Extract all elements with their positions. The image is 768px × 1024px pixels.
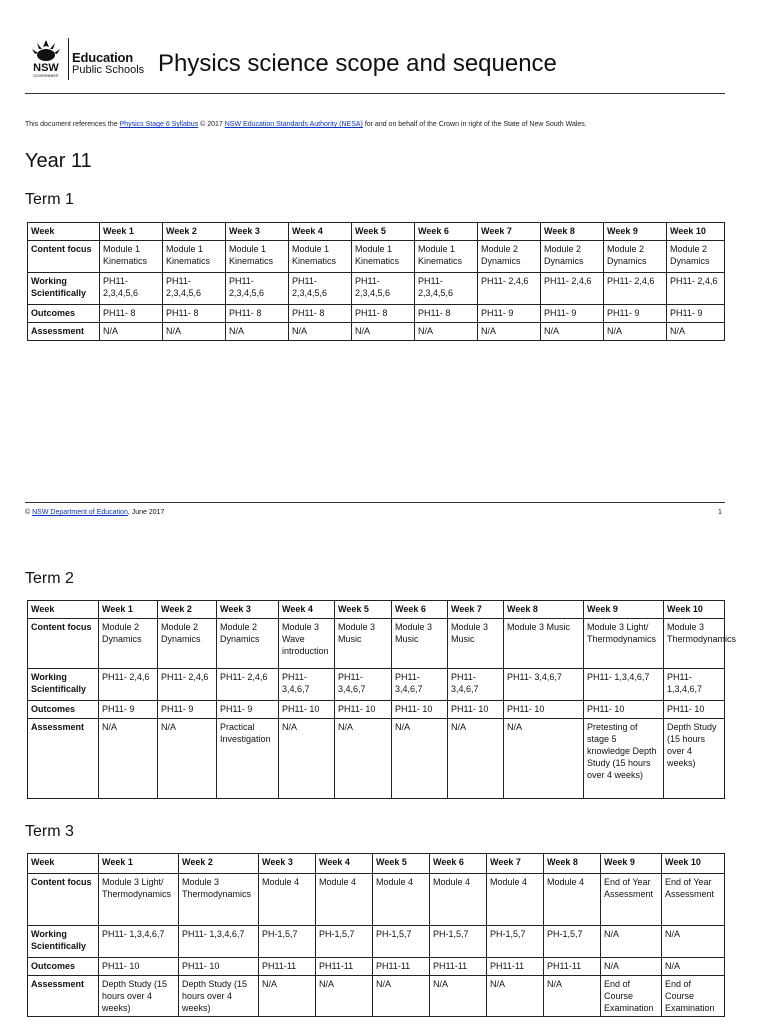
table-cell: N/A [448, 719, 504, 799]
table-row [28, 874, 725, 926]
table-cell: PH11- 2,4,6 [667, 273, 725, 305]
table-cell: PH11- 10 [99, 958, 179, 976]
table-cell: Module 2 Dynamics [158, 619, 217, 669]
table-cell: Module 3 Music [392, 619, 448, 669]
table-cell: Module 3 Wave introduction [279, 619, 335, 669]
table-cell: PH11- 2,3,4,5,6 [289, 273, 352, 305]
table-cell: PH-1,5,7 [487, 926, 544, 958]
reference-suffix: for and on behalf of the Crown in right of the State of New South Wales. [362, 121, 587, 128]
logo-divider [68, 38, 69, 80]
table-cell: Module 3 Thermodynamics [179, 874, 259, 926]
table-cell: PH11- 8 [415, 305, 478, 323]
table-cell: PH11-11 [316, 958, 373, 976]
table-row [28, 926, 725, 958]
table-cell: Module 4 [259, 874, 316, 926]
term2-table [27, 600, 737, 799]
column-header: Week 5 [352, 223, 415, 241]
table-cell: PH11- 9 [667, 305, 725, 323]
table-row [28, 669, 725, 701]
table-cell: PH11- 10 [179, 958, 259, 976]
table-cell: PH11- 1,3,4,6,7 [99, 926, 179, 958]
table-cell: Module 3 Music [448, 619, 504, 669]
term3-header-row [28, 854, 725, 874]
table-cell: PH11- 8 [163, 305, 226, 323]
row-label: Outcomes [28, 958, 99, 976]
reference-prefix: This document references the [25, 121, 120, 128]
table-cell: PH11- 10 [335, 701, 392, 719]
logo-text: NSW [33, 62, 59, 74]
table-cell: Module 2 Dynamics [667, 241, 725, 273]
row-label: Content focus [28, 241, 100, 273]
table-cell: Module 1 Kinematics [226, 241, 289, 273]
table-cell: PH11- 2,4,6 [99, 669, 158, 701]
table-cell: N/A [289, 323, 352, 341]
table-cell: PH-1,5,7 [373, 926, 430, 958]
column-header: Week 4 [316, 854, 373, 874]
table-cell: PH11- 1,3,4,6,7 [664, 669, 725, 701]
logo-subtext: GOVERNMENT [33, 74, 59, 78]
waratah-logo-icon [25, 38, 67, 80]
table-cell: N/A [226, 323, 289, 341]
table-row [28, 976, 725, 1017]
column-header: Week 2 [163, 223, 226, 241]
table-cell: PH11-11 [373, 958, 430, 976]
table-cell: N/A [352, 323, 415, 341]
table-cell: PH11- 2,3,4,5,6 [415, 273, 478, 305]
column-header: Week 9 [584, 601, 664, 619]
column-header: Week [28, 854, 99, 874]
table-cell: N/A [163, 323, 226, 341]
table-cell: N/A [392, 719, 448, 799]
table-row [28, 719, 725, 799]
column-header: Week 9 [604, 223, 667, 241]
column-header: Week 10 [664, 601, 725, 619]
table-cell: End of Year Assessment [662, 874, 725, 926]
table-cell: N/A [662, 958, 725, 976]
row-label: Outcomes [28, 305, 100, 323]
table-cell: N/A [316, 976, 373, 1017]
table-cell: Module 4 [487, 874, 544, 926]
table-cell: PH11- 2,3,4,5,6 [100, 273, 163, 305]
table-cell: Module 1 Kinematics [100, 241, 163, 273]
term1-header-row [28, 223, 725, 241]
table-cell: PH11- 2,4,6 [604, 273, 667, 305]
column-header: Week 6 [392, 601, 448, 619]
table-cell: PH11- 2,3,4,5,6 [226, 273, 289, 305]
row-label: Assessment [28, 323, 100, 341]
column-header: Week 8 [504, 601, 584, 619]
table-cell: PH11- 9 [158, 701, 217, 719]
table-cell: Module 2 Dynamics [604, 241, 667, 273]
table-cell: PH11- 10 [504, 701, 584, 719]
column-header: Week 4 [289, 223, 352, 241]
column-header: Week 6 [415, 223, 478, 241]
column-header: Week 9 [601, 854, 662, 874]
table-cell: End of Course Examination [601, 976, 662, 1017]
table-row [28, 619, 725, 669]
table-cell: N/A [667, 323, 725, 341]
table-cell: PH11- 3,4,6,7 [392, 669, 448, 701]
table-cell: Module 3 Light/ Thermodynamics [584, 619, 664, 669]
table-cell: PH-1,5,7 [430, 926, 487, 958]
copyright-symbol: © [25, 509, 31, 516]
table-cell: N/A [259, 976, 316, 1017]
column-header: Week 4 [279, 601, 335, 619]
column-header: Week 10 [667, 223, 725, 241]
column-header: Week 7 [487, 854, 544, 874]
term2-header-row [28, 601, 725, 619]
column-header: Week 8 [544, 854, 601, 874]
table-cell: Module 1 Kinematics [352, 241, 415, 273]
table-cell: PH-1,5,7 [544, 926, 601, 958]
table-row [28, 241, 725, 273]
table-cell: N/A [158, 719, 217, 799]
column-header: Week 3 [217, 601, 279, 619]
table-cell: Module 2 Dynamics [478, 241, 541, 273]
table-cell: N/A [601, 926, 662, 958]
column-header: Week 5 [335, 601, 392, 619]
table-cell: PH11- 2,4,6 [478, 273, 541, 305]
table-cell: Module 4 [316, 874, 373, 926]
table-cell: PH11- 2,3,4,5,6 [163, 273, 226, 305]
row-label: Content focus [28, 619, 99, 669]
table-row [28, 323, 725, 341]
table-cell: PH11- 3,4,6,7 [335, 669, 392, 701]
table-cell: PH11-11 [430, 958, 487, 976]
table-cell: N/A [487, 976, 544, 1017]
table-cell: PH11- 9 [541, 305, 604, 323]
column-header: Week 8 [541, 223, 604, 241]
table-cell: PH11- 2,4,6 [541, 273, 604, 305]
table-cell: N/A [335, 719, 392, 799]
table-cell: Module 4 [544, 874, 601, 926]
table-row [28, 701, 725, 719]
reference-line [25, 121, 587, 128]
table-cell: N/A [544, 976, 601, 1017]
table-cell: Module 3 Thermodynamics [664, 619, 725, 669]
year-heading: Year 11 [25, 150, 92, 172]
table-row [28, 958, 725, 976]
row-label: Outcomes [28, 701, 99, 719]
table-cell: N/A [541, 323, 604, 341]
table-cell: PH11- 10 [448, 701, 504, 719]
table-cell: PH11- 10 [392, 701, 448, 719]
table-cell: PH11- 9 [99, 701, 158, 719]
table-cell: PH11- 8 [100, 305, 163, 323]
column-header: Week 3 [259, 854, 316, 874]
table-cell: PH11- 3,4,6,7 [448, 669, 504, 701]
nesa-link[interactable]: NSW Education Standards Authority (NESA) [224, 121, 363, 128]
table-cell: PH11- 10 [584, 701, 664, 719]
footer-date: , June 2017 [127, 509, 165, 516]
table-cell: N/A [100, 323, 163, 341]
column-header: Week 1 [99, 854, 179, 874]
term3-heading: Term 3 [25, 823, 74, 840]
table-cell: Module 3 Music [335, 619, 392, 669]
table-cell: PH11- 2,4,6 [217, 669, 279, 701]
column-header: Week 7 [478, 223, 541, 241]
term1-heading: Term 1 [25, 191, 74, 208]
table-cell: N/A [662, 926, 725, 958]
document-title: Physics science scope and sequence [158, 50, 557, 77]
table-cell: PH11- 2,4,6 [158, 669, 217, 701]
table-cell: Module 2 Dynamics [541, 241, 604, 273]
table-cell: Module 2 Dynamics [99, 619, 158, 669]
table-cell: PH11- 9 [478, 305, 541, 323]
table-cell: N/A [279, 719, 335, 799]
term2-heading: Term 2 [25, 570, 74, 587]
table-cell: N/A [478, 323, 541, 341]
footer-rule [25, 502, 725, 503]
column-header: Week 2 [158, 601, 217, 619]
table-cell: N/A [604, 323, 667, 341]
table-cell: Depth Study (15 hours over 4 weeks) [179, 976, 259, 1017]
table-cell: Module 3 Light/ Thermodynamics [99, 874, 179, 926]
table-cell: PH11-11 [259, 958, 316, 976]
table-cell: N/A [601, 958, 662, 976]
column-header: Week 5 [373, 854, 430, 874]
table-cell: Module 4 [430, 874, 487, 926]
table-cell: End of Course Examination [662, 976, 725, 1017]
row-label: Working Scientifically [28, 926, 99, 958]
table-cell: Pretesting of stage 5 knowledge Depth Study (15 hours over 4 weeks) [584, 719, 664, 799]
row-label: Working Scientifically [28, 273, 100, 305]
table-cell: PH11- 1,3,4,6,7 [584, 669, 664, 701]
reference-middle: © 2017 [198, 121, 225, 128]
table-cell: N/A [504, 719, 584, 799]
table-cell: N/A [415, 323, 478, 341]
table-cell: N/A [430, 976, 487, 1017]
table-cell: Module 1 Kinematics [163, 241, 226, 273]
row-label: Assessment [28, 976, 99, 1017]
table-cell: N/A [99, 719, 158, 799]
table-cell: PH11- 10 [664, 701, 725, 719]
page-number: 1 [718, 509, 722, 516]
table-cell: PH11- 10 [279, 701, 335, 719]
table-cell: PH-1,5,7 [259, 926, 316, 958]
header-rule [25, 93, 725, 94]
column-header: Week 3 [226, 223, 289, 241]
column-header: Week 2 [179, 854, 259, 874]
table-cell: Depth Study (15 hours over 4 weeks) [99, 976, 179, 1017]
table-cell: Module 1 Kinematics [289, 241, 352, 273]
footer-text [25, 509, 164, 516]
table-cell: PH11- 2,3,4,5,6 [352, 273, 415, 305]
table-cell: PH-1,5,7 [316, 926, 373, 958]
table-cell: PH11- 8 [226, 305, 289, 323]
table-cell: PH11-11 [544, 958, 601, 976]
table-cell: PH11- 9 [604, 305, 667, 323]
term1-table [27, 222, 725, 341]
column-header: Week 1 [99, 601, 158, 619]
table-cell: N/A [373, 976, 430, 1017]
table-cell: PH11- 9 [217, 701, 279, 719]
table-cell: Module 2 Dynamics [217, 619, 279, 669]
term3-table [27, 853, 725, 1017]
column-header: Week [28, 601, 99, 619]
brand-education: Education [72, 50, 134, 65]
column-header: Week 1 [100, 223, 163, 241]
table-cell: PH11- 8 [289, 305, 352, 323]
table-cell: Module 4 [373, 874, 430, 926]
table-cell: PH11-11 [487, 958, 544, 976]
brand-public-schools: Public Schools [72, 64, 145, 76]
row-label: Working Scientifically [28, 669, 99, 701]
table-cell: End of Year Assessment [601, 874, 662, 926]
syllabus-link[interactable]: Physics Stage 6 Syllabus [119, 121, 199, 128]
table-cell: Module 3 Music [504, 619, 584, 669]
column-header: Week 7 [448, 601, 504, 619]
column-header: Week [28, 223, 100, 241]
column-header: Week 10 [662, 854, 725, 874]
table-row [28, 305, 725, 323]
table-cell: Module 1 Kinematics [415, 241, 478, 273]
table-cell: PH11- 1,3,4,6,7 [179, 926, 259, 958]
table-cell: Practical Investigation [217, 719, 279, 799]
row-label: Content focus [28, 874, 99, 926]
row-label: Assessment [28, 719, 99, 799]
nsw-department-link[interactable]: NSW Department of Education [32, 509, 128, 516]
column-header: Week 6 [430, 854, 487, 874]
table-cell: Depth Study (15 hours over 4 weeks) [664, 719, 725, 799]
table-cell: PH11- 3,4,6,7 [279, 669, 335, 701]
table-cell: PH11- 8 [352, 305, 415, 323]
table-cell: PH11- 3,4,6,7 [504, 669, 584, 701]
table-row [28, 273, 725, 305]
